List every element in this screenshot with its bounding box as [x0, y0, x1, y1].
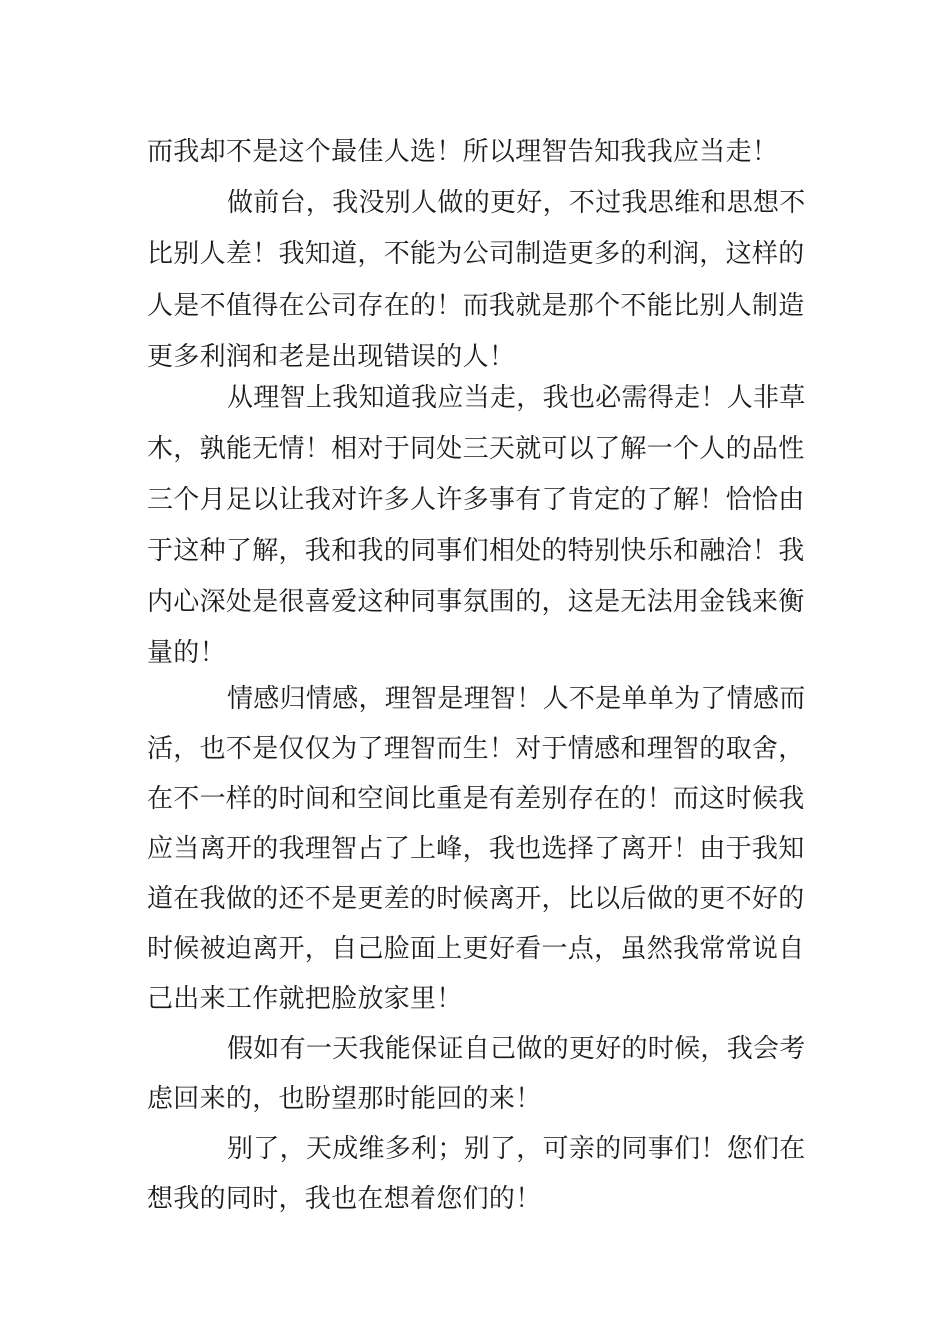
text-line: 想我的同时，我也在想着您们的！ — [147, 1184, 542, 1214]
text-line: 于这种了解，我和我的同事们相处的特别快乐和融洽！我 — [147, 536, 805, 566]
paragraph-first-line: 从理智上我知道我应当走，我也必需得走！人非草 — [227, 383, 806, 413]
text-line: 更多利润和老是出现错误的人！ — [147, 342, 516, 372]
text-line: 三个月足以让我对许多人许多事有了肯定的了解！恰恰由 — [147, 485, 805, 515]
text-line: 虑回来的，也盼望那时能回的来！ — [147, 1084, 542, 1114]
paragraph-first-line: 做前台，我没别人做的更好，不过我思维和思想不 — [227, 188, 806, 218]
text-line: 应当离开的我理智占了上峰，我也选择了离开！由于我知 — [147, 834, 805, 864]
paragraph-first-line: 假如有一天我能保证自己做的更好的时候，我会考 — [227, 1034, 806, 1064]
text-line: 在不一样的时间和空间比重是有差别存在的！而这时候我 — [147, 784, 805, 814]
text-line: 己出来工作就把脸放家里！ — [147, 984, 463, 1014]
paragraph-first-line: 情感归情感，理智是理智！人不是单单为了情感而 — [227, 684, 806, 714]
text-line: 活，也不是仅仅为了理智而生！对于情感和理智的取舍， — [147, 734, 805, 764]
text-line: 量的！ — [147, 638, 226, 668]
text-line: 木，孰能无情！相对于同处三天就可以了解一个人的品性 — [147, 434, 805, 464]
text-line: 道在我做的还不是更差的时候离开，比以后做的更不好的 — [147, 884, 805, 914]
text-line: 而我却不是这个最佳人选！所以理智告知我我应当走！ — [147, 137, 779, 167]
text-line: 比别人差！我知道，不能为公司制造更多的利润，这样的 — [147, 239, 805, 269]
text-line: 人是不值得在公司存在的！而我就是那个不能比别人制造 — [147, 291, 805, 321]
text-line: 时候被迫离开，自己脸面上更好看一点，虽然我常常说自 — [147, 934, 805, 964]
text-line: 内心深处是很喜爱这种同事氛围的，这是无法用金钱来衡 — [147, 587, 805, 617]
paragraph-first-line: 别了，天成维多利；别了，可亲的同事们！您们在 — [227, 1134, 806, 1164]
